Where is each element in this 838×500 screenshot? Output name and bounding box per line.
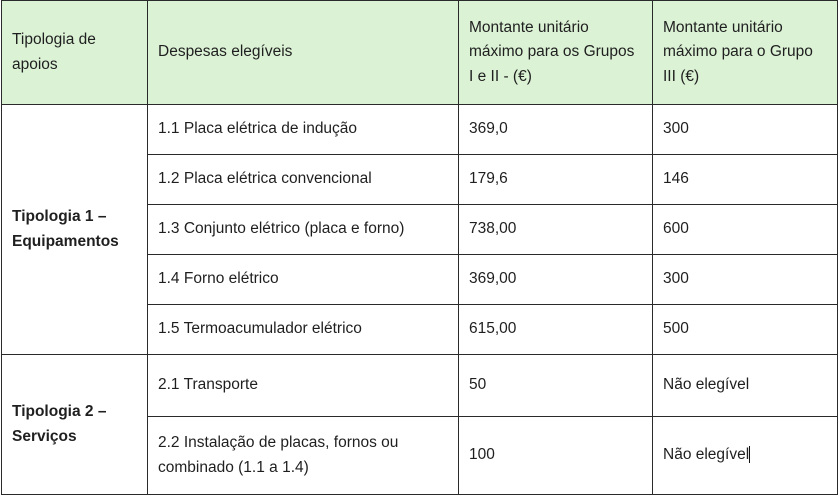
header-eligible-expenses: Despesas elegíveis — [148, 1, 459, 105]
amount-group-iii-cell: 500 — [653, 305, 838, 355]
amount-groups-i-ii-cell: 50 — [459, 355, 653, 417]
expense-cell: 1.2 Placa elétrica convencional — [148, 155, 459, 205]
amount-groups-i-ii-cell: 100 — [459, 417, 653, 495]
header-row — [2, 1, 838, 105]
amount-groups-i-ii-cell: 615,00 — [459, 305, 653, 355]
amount-group-iii-cell[interactable] — [653, 417, 838, 495]
group-services-label: Tipologia 2 – Serviços — [2, 355, 148, 495]
amount-group-iii-cell: 146 — [653, 155, 838, 205]
header-support-type: Tipologia de apoios — [2, 1, 148, 105]
amount-groups-i-ii-cell: 179,6 — [459, 155, 653, 205]
expense-cell: 1.5 Termoacumulador elétrico — [148, 305, 459, 355]
table-row — [2, 355, 838, 417]
editable-text-with-cursor[interactable]: Não elegível — [663, 446, 750, 464]
expense-cell: 1.3 Conjunto elétrico (placa e forno) — [148, 205, 459, 255]
amount-groups-i-ii-cell: 369,0 — [459, 105, 653, 155]
amount-group-iii-cell: 600 — [653, 205, 838, 255]
amount-groups-i-ii-cell: 738,00 — [459, 205, 653, 255]
eligible-expenses-table — [1, 0, 838, 495]
amount-group-iii-cell: Não elegível — [653, 355, 838, 417]
header-max-amount-group-iii: Montante unitário máximo para o Grupo III (€) — [653, 1, 838, 105]
expense-cell: 1.4 Forno elétrico — [148, 255, 459, 305]
expense-cell: 2.1 Transporte — [148, 355, 459, 417]
expense-cell: 1.1 Placa elétrica de indução — [148, 105, 459, 155]
amount-group-iii-cell: 300 — [653, 255, 838, 305]
group-equipment-label: Tipologia 1 – Equipamentos — [2, 105, 148, 355]
expense-cell: 2.2 Instalação de placas, fornos ou combinado (1.1 a 1.4) — [148, 417, 459, 495]
amount-groups-i-ii-cell: 369,00 — [459, 255, 653, 305]
header-max-amount-groups-i-ii: Montante unitário máximo para os Grupos I e II - (€) — [459, 1, 653, 105]
table-row — [2, 105, 838, 155]
amount-group-iii-cell: 300 — [653, 105, 838, 155]
